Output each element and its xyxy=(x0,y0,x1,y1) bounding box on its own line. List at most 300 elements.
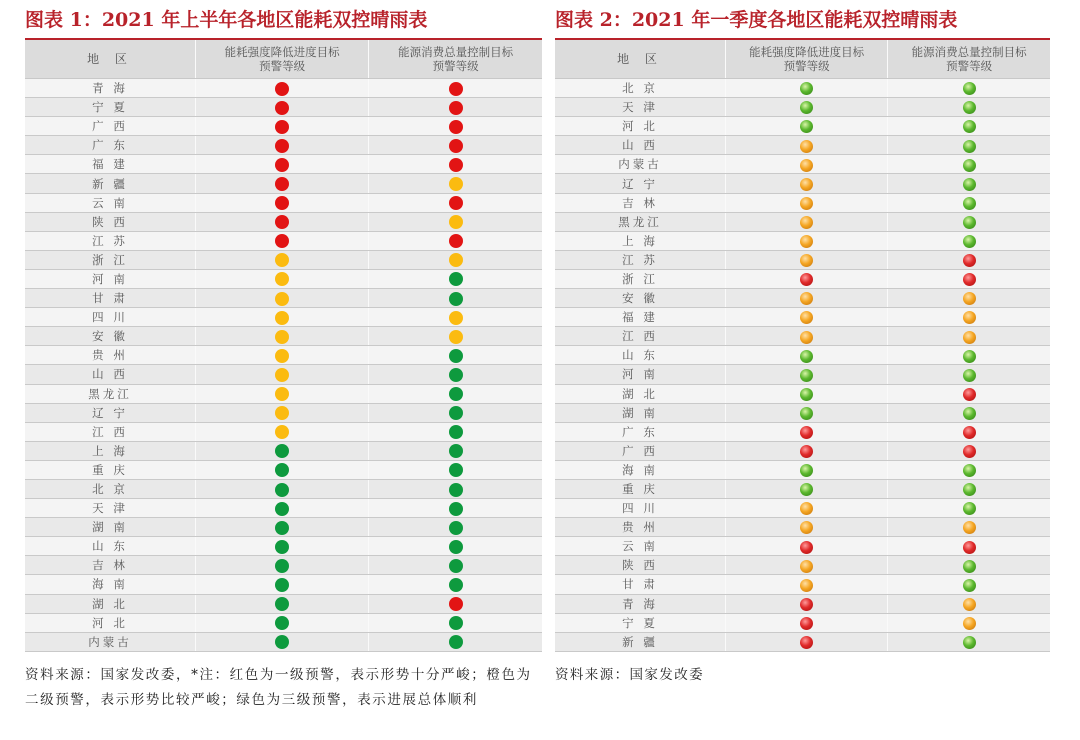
green-warning-light-icon xyxy=(449,502,463,516)
orange-warning-light-icon xyxy=(800,579,813,592)
region-cell: 北 京 xyxy=(555,79,726,98)
intensity-warning-cell xyxy=(726,403,888,422)
green-warning-light-icon xyxy=(800,369,813,382)
table-row xyxy=(555,632,1050,651)
region-cell: 青 海 xyxy=(25,79,196,98)
region-cell: 新 疆 xyxy=(25,174,196,193)
red-warning-light-icon xyxy=(800,541,813,554)
region-cell: 四 川 xyxy=(555,499,726,518)
orange-warning-light-icon xyxy=(963,331,976,344)
intensity-warning-cell xyxy=(196,537,369,556)
green-warning-light-icon xyxy=(800,483,813,496)
intensity-warning-cell xyxy=(196,384,369,403)
intensity-warning-cell xyxy=(196,518,369,537)
total-warning-cell xyxy=(888,518,1050,537)
total-warning-cell xyxy=(369,117,542,136)
table-row xyxy=(555,136,1050,155)
green-warning-light-icon xyxy=(449,578,463,592)
orange-warning-light-icon xyxy=(800,560,813,573)
region-cell: 重 庆 xyxy=(25,460,196,479)
intensity-warning-cell xyxy=(196,556,369,575)
intensity-warning-cell xyxy=(726,231,888,250)
red-warning-light-icon xyxy=(800,598,813,611)
region-cell: 浙 江 xyxy=(555,269,726,288)
total-warning-cell xyxy=(888,193,1050,212)
table-row xyxy=(25,98,542,117)
total-warning-cell xyxy=(369,613,542,632)
green-warning-light-icon xyxy=(449,349,463,363)
green-warning-light-icon xyxy=(275,444,289,458)
total-column-header: 能源消费总量控制目标 预警等级 xyxy=(888,40,1050,79)
total-warning-cell xyxy=(888,479,1050,498)
red-warning-light-icon xyxy=(275,139,289,153)
region-cell: 辽 宁 xyxy=(25,403,196,422)
orange-warning-light-icon xyxy=(800,292,813,305)
table-row xyxy=(555,441,1050,460)
table-row xyxy=(25,155,542,174)
intensity-warning-cell xyxy=(726,479,888,498)
total-warning-cell xyxy=(369,79,542,98)
region-cell: 甘 肃 xyxy=(25,289,196,308)
total-warning-cell xyxy=(369,518,542,537)
total-warning-cell xyxy=(369,460,542,479)
intensity-warning-cell xyxy=(196,269,369,288)
orange-warning-light-icon xyxy=(963,311,976,324)
region-cell: 内蒙古 xyxy=(555,155,726,174)
green-warning-light-icon xyxy=(963,235,976,248)
yellow-warning-light-icon xyxy=(275,349,289,363)
total-column-header: 能源消费总量控制目标 预警等级 xyxy=(369,40,542,79)
intensity-warning-cell xyxy=(196,613,369,632)
total-warning-cell xyxy=(888,613,1050,632)
region-cell: 湖 北 xyxy=(25,594,196,613)
yellow-warning-light-icon xyxy=(275,406,289,420)
total-warning-cell xyxy=(888,556,1050,575)
red-warning-light-icon xyxy=(963,273,976,286)
region-cell: 河 南 xyxy=(555,365,726,384)
red-warning-light-icon xyxy=(449,196,463,210)
green-warning-light-icon xyxy=(275,521,289,535)
red-warning-light-icon xyxy=(449,597,463,611)
green-warning-light-icon xyxy=(275,483,289,497)
red-warning-light-icon xyxy=(963,445,976,458)
red-warning-light-icon xyxy=(449,234,463,248)
green-warning-light-icon xyxy=(800,101,813,114)
region-cell: 海 南 xyxy=(555,460,726,479)
total-warning-cell xyxy=(888,594,1050,613)
table-row xyxy=(555,613,1050,632)
intensity-warning-cell xyxy=(196,327,369,346)
yellow-warning-light-icon xyxy=(275,272,289,286)
orange-warning-light-icon xyxy=(800,140,813,153)
intensity-warning-cell xyxy=(196,98,369,117)
total-warning-cell xyxy=(888,250,1050,269)
table-row xyxy=(555,556,1050,575)
red-warning-light-icon xyxy=(800,426,813,439)
intensity-warning-cell xyxy=(726,518,888,537)
table-row xyxy=(555,575,1050,594)
region-cell: 山 东 xyxy=(555,346,726,365)
region-cell: 上 海 xyxy=(555,231,726,250)
table-row xyxy=(25,441,542,460)
red-warning-light-icon xyxy=(963,541,976,554)
table-row xyxy=(555,212,1050,231)
orange-warning-light-icon xyxy=(800,254,813,267)
total-warning-cell xyxy=(888,117,1050,136)
table-row xyxy=(25,212,542,231)
table-row xyxy=(555,594,1050,613)
figure-2-table-body xyxy=(555,79,1050,652)
region-cell: 福 建 xyxy=(555,308,726,327)
intensity-warning-cell xyxy=(196,479,369,498)
table-row xyxy=(555,155,1050,174)
region-cell: 四 川 xyxy=(25,308,196,327)
green-warning-light-icon xyxy=(963,159,976,172)
yellow-warning-light-icon xyxy=(449,215,463,229)
total-warning-cell xyxy=(369,422,542,441)
green-warning-light-icon xyxy=(449,635,463,649)
green-warning-light-icon xyxy=(449,292,463,306)
green-warning-light-icon xyxy=(963,636,976,649)
table-header-row xyxy=(555,40,1050,79)
table-row xyxy=(25,537,542,556)
region-cell: 辽 宁 xyxy=(555,174,726,193)
region-cell: 山 东 xyxy=(25,537,196,556)
region-cell: 海 南 xyxy=(25,575,196,594)
total-warning-cell xyxy=(888,537,1050,556)
orange-warning-light-icon xyxy=(800,331,813,344)
region-column-header: 地 区 xyxy=(555,40,726,79)
intensity-warning-cell xyxy=(196,193,369,212)
intensity-warning-cell xyxy=(196,79,369,98)
intensity-warning-cell xyxy=(726,212,888,231)
orange-warning-light-icon xyxy=(800,197,813,210)
green-warning-light-icon xyxy=(800,82,813,95)
yellow-warning-light-icon xyxy=(275,368,289,382)
red-warning-light-icon xyxy=(275,158,289,172)
table-row xyxy=(555,460,1050,479)
total-warning-cell xyxy=(888,422,1050,441)
table-row xyxy=(25,250,542,269)
intensity-warning-cell xyxy=(726,155,888,174)
table-row xyxy=(25,174,542,193)
region-cell: 黑龙江 xyxy=(555,212,726,231)
red-warning-light-icon xyxy=(449,101,463,115)
intensity-warning-cell xyxy=(726,174,888,193)
intensity-warning-cell xyxy=(726,327,888,346)
region-cell: 天 津 xyxy=(25,499,196,518)
table-row xyxy=(555,365,1050,384)
orange-warning-light-icon xyxy=(800,502,813,515)
intensity-warning-cell xyxy=(726,346,888,365)
total-warning-cell xyxy=(888,269,1050,288)
green-warning-light-icon xyxy=(449,444,463,458)
table-row xyxy=(25,346,542,365)
red-warning-light-icon xyxy=(449,82,463,96)
table-row xyxy=(555,403,1050,422)
orange-warning-light-icon xyxy=(963,617,976,630)
total-warning-cell xyxy=(888,499,1050,518)
table-row xyxy=(25,193,542,212)
orange-warning-light-icon xyxy=(800,521,813,534)
red-warning-light-icon xyxy=(275,196,289,210)
green-warning-light-icon xyxy=(963,407,976,420)
intensity-column-header: 能耗强度降低进度目标 预警等级 xyxy=(726,40,888,79)
intensity-warning-cell xyxy=(196,365,369,384)
table-row xyxy=(555,98,1050,117)
green-warning-light-icon xyxy=(449,387,463,401)
intensity-warning-cell xyxy=(726,441,888,460)
intensity-warning-cell xyxy=(196,250,369,269)
green-warning-light-icon xyxy=(963,369,976,382)
intensity-warning-cell xyxy=(196,441,369,460)
region-cell: 吉 林 xyxy=(555,193,726,212)
total-warning-cell xyxy=(888,365,1050,384)
region-cell: 广 西 xyxy=(555,441,726,460)
region-cell: 河 北 xyxy=(555,117,726,136)
yellow-warning-light-icon xyxy=(275,387,289,401)
total-warning-cell xyxy=(369,174,542,193)
region-cell: 山 西 xyxy=(555,136,726,155)
total-warning-cell xyxy=(888,155,1050,174)
total-warning-cell xyxy=(888,289,1050,308)
total-warning-cell xyxy=(369,231,542,250)
yellow-warning-light-icon xyxy=(449,177,463,191)
green-warning-light-icon xyxy=(800,464,813,477)
intensity-warning-cell xyxy=(196,575,369,594)
green-warning-light-icon xyxy=(963,178,976,191)
total-warning-cell xyxy=(369,575,542,594)
total-warning-cell xyxy=(369,556,542,575)
green-warning-light-icon xyxy=(275,559,289,573)
total-warning-cell xyxy=(369,537,542,556)
total-warning-cell xyxy=(369,632,542,651)
total-warning-cell xyxy=(369,308,542,327)
region-cell: 江 苏 xyxy=(555,250,726,269)
green-warning-light-icon xyxy=(963,483,976,496)
figure-1-table xyxy=(25,40,542,652)
yellow-warning-light-icon xyxy=(275,253,289,267)
intensity-warning-cell xyxy=(726,499,888,518)
intensity-warning-cell xyxy=(726,269,888,288)
region-cell: 湖 北 xyxy=(555,384,726,403)
green-warning-light-icon xyxy=(449,406,463,420)
red-warning-light-icon xyxy=(800,445,813,458)
region-cell: 宁 夏 xyxy=(25,98,196,117)
table-row xyxy=(555,308,1050,327)
intensity-warning-cell xyxy=(726,308,888,327)
intensity-warning-cell xyxy=(196,155,369,174)
table-row xyxy=(25,460,542,479)
table-row xyxy=(555,250,1050,269)
figure-2 xyxy=(555,0,1050,688)
region-cell: 内蒙古 xyxy=(25,632,196,651)
intensity-warning-cell xyxy=(196,231,369,250)
green-warning-light-icon xyxy=(963,560,976,573)
table-row xyxy=(555,79,1050,98)
green-warning-light-icon xyxy=(963,197,976,210)
table-row xyxy=(555,117,1050,136)
region-cell: 天 津 xyxy=(555,98,726,117)
table-row xyxy=(555,346,1050,365)
total-warning-cell xyxy=(888,575,1050,594)
region-cell: 贵 州 xyxy=(555,518,726,537)
total-warning-cell xyxy=(888,212,1050,231)
total-warning-cell xyxy=(369,384,542,403)
red-warning-light-icon xyxy=(275,101,289,115)
total-warning-cell xyxy=(369,269,542,288)
total-warning-cell xyxy=(888,98,1050,117)
green-warning-light-icon xyxy=(449,463,463,477)
intensity-warning-cell xyxy=(726,632,888,651)
total-warning-cell xyxy=(369,594,542,613)
table-row xyxy=(25,613,542,632)
intensity-warning-cell xyxy=(726,575,888,594)
orange-warning-light-icon xyxy=(800,235,813,248)
table-row xyxy=(25,79,542,98)
red-warning-light-icon xyxy=(449,158,463,172)
table-row xyxy=(25,403,542,422)
green-warning-light-icon xyxy=(963,82,976,95)
table-row xyxy=(25,231,542,250)
green-warning-light-icon xyxy=(963,120,976,133)
table-header-row xyxy=(25,40,542,79)
total-warning-cell xyxy=(888,79,1050,98)
red-warning-light-icon xyxy=(963,426,976,439)
table-row xyxy=(25,308,542,327)
green-warning-light-icon xyxy=(275,463,289,477)
intensity-warning-cell xyxy=(726,250,888,269)
region-cell: 湖 南 xyxy=(555,403,726,422)
total-warning-cell xyxy=(369,98,542,117)
green-warning-light-icon xyxy=(800,388,813,401)
total-warning-cell xyxy=(369,441,542,460)
region-cell: 黑龙江 xyxy=(25,384,196,403)
region-cell: 甘 肃 xyxy=(555,575,726,594)
green-warning-light-icon xyxy=(449,272,463,286)
region-cell: 陕 西 xyxy=(555,556,726,575)
table-row xyxy=(555,289,1050,308)
figure-1-table-body xyxy=(25,79,542,652)
total-warning-cell xyxy=(369,212,542,231)
region-cell: 江 苏 xyxy=(25,231,196,250)
red-warning-light-icon xyxy=(800,273,813,286)
region-cell: 江 西 xyxy=(25,422,196,441)
total-warning-cell xyxy=(369,250,542,269)
region-column-header: 地 区 xyxy=(25,40,196,79)
figure-1-source-note: 资料来源：国家发改委，*注：红色为一级预警，表示形势十分严峻；橙色为二级预警，表示形势比较严峻；绿色为三级预警，表示进展总体顺利 xyxy=(25,666,532,708)
green-warning-light-icon xyxy=(449,521,463,535)
figure-1 xyxy=(25,0,542,713)
total-warning-cell xyxy=(888,441,1050,460)
intensity-warning-cell xyxy=(726,556,888,575)
intensity-warning-cell xyxy=(726,422,888,441)
green-warning-light-icon xyxy=(963,579,976,592)
red-warning-light-icon xyxy=(963,388,976,401)
intensity-warning-cell xyxy=(196,594,369,613)
region-cell: 福 建 xyxy=(25,155,196,174)
total-warning-cell xyxy=(888,403,1050,422)
region-cell: 新 疆 xyxy=(555,632,726,651)
green-warning-light-icon xyxy=(800,350,813,363)
green-warning-light-icon xyxy=(275,635,289,649)
yellow-warning-light-icon xyxy=(449,253,463,267)
table-row xyxy=(555,422,1050,441)
table-row xyxy=(555,193,1050,212)
green-warning-light-icon xyxy=(963,140,976,153)
table-row xyxy=(555,174,1050,193)
figure-2-source-note: 资料来源：国家发改委 xyxy=(555,666,704,683)
total-warning-cell xyxy=(369,365,542,384)
yellow-warning-light-icon xyxy=(275,425,289,439)
total-warning-cell xyxy=(888,327,1050,346)
intensity-warning-cell xyxy=(726,193,888,212)
table-row xyxy=(25,327,542,346)
red-warning-light-icon xyxy=(449,120,463,134)
green-warning-light-icon xyxy=(449,616,463,630)
intensity-warning-cell xyxy=(196,136,369,155)
red-warning-light-icon xyxy=(275,177,289,191)
orange-warning-light-icon xyxy=(800,178,813,191)
red-warning-light-icon xyxy=(800,636,813,649)
region-cell: 宁 夏 xyxy=(555,613,726,632)
yellow-warning-light-icon xyxy=(275,330,289,344)
table-row xyxy=(555,499,1050,518)
orange-warning-light-icon xyxy=(800,159,813,172)
green-warning-light-icon xyxy=(800,120,813,133)
region-cell: 吉 林 xyxy=(25,556,196,575)
orange-warning-light-icon xyxy=(963,598,976,611)
total-warning-cell xyxy=(888,384,1050,403)
figure-1-title: 图表 1：2021 年上半年各地区能耗双控晴雨表 xyxy=(25,9,428,31)
yellow-warning-light-icon xyxy=(275,292,289,306)
table-row xyxy=(25,269,542,288)
intensity-warning-cell xyxy=(726,384,888,403)
intensity-warning-cell xyxy=(196,308,369,327)
green-warning-light-icon xyxy=(800,407,813,420)
table-row xyxy=(25,479,542,498)
intensity-warning-cell xyxy=(196,460,369,479)
table-row xyxy=(555,231,1050,250)
table-row xyxy=(25,117,542,136)
intensity-warning-cell xyxy=(726,117,888,136)
green-warning-light-icon xyxy=(275,540,289,554)
region-cell: 安 徽 xyxy=(555,289,726,308)
region-cell: 云 南 xyxy=(25,193,196,212)
table-row xyxy=(25,365,542,384)
intensity-warning-cell xyxy=(726,289,888,308)
total-warning-cell xyxy=(888,308,1050,327)
total-warning-cell xyxy=(369,136,542,155)
red-warning-light-icon xyxy=(275,120,289,134)
intensity-warning-cell xyxy=(196,499,369,518)
total-warning-cell xyxy=(888,460,1050,479)
orange-warning-light-icon xyxy=(800,216,813,229)
green-warning-light-icon xyxy=(963,101,976,114)
intensity-warning-cell xyxy=(726,136,888,155)
table-row xyxy=(25,594,542,613)
orange-warning-light-icon xyxy=(963,521,976,534)
yellow-warning-light-icon xyxy=(449,311,463,325)
total-warning-cell xyxy=(369,479,542,498)
total-warning-cell xyxy=(369,155,542,174)
table-row xyxy=(555,537,1050,556)
intensity-column-header: 能耗强度降低进度目标 预警等级 xyxy=(196,40,369,79)
green-warning-light-icon xyxy=(449,559,463,573)
region-cell: 广 东 xyxy=(25,136,196,155)
green-warning-light-icon xyxy=(963,216,976,229)
table-row xyxy=(555,479,1050,498)
